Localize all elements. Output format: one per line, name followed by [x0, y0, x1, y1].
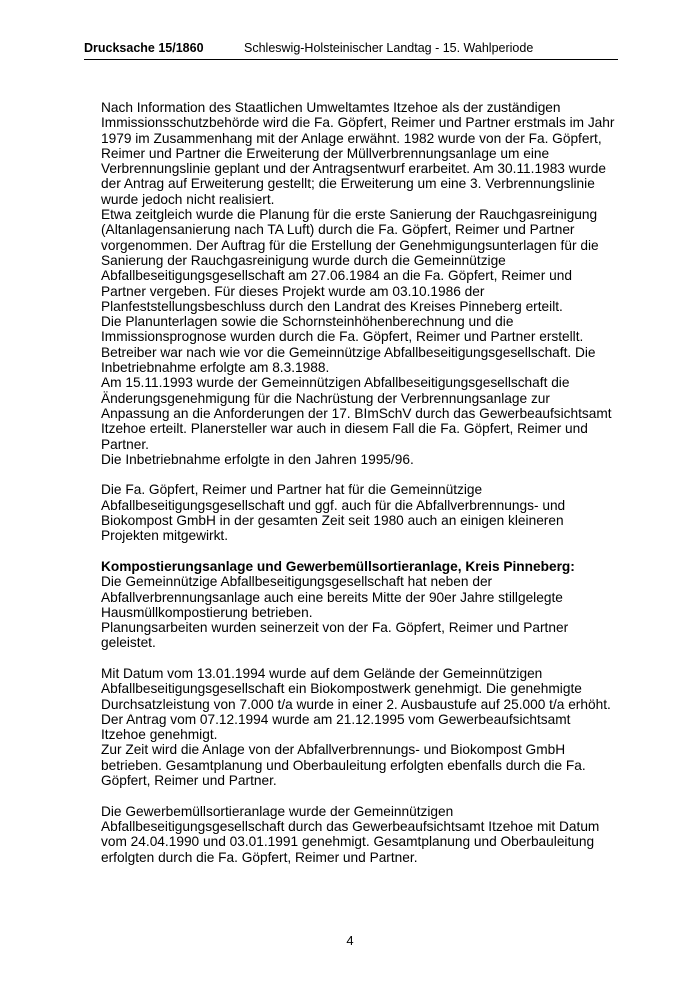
paragraph-10: Zur Zeit wird die Anlage von der Abfallverbrennungs- und Biokompost GmbH betrieben. Gesamtplanung und Oberbauleitung erfolgten ebenfalls durch die Fa. Göpfert, Reimer und Partner. [101, 742, 586, 789]
paragraph-7: Die Gemeinnützige Abfallbeseitigungsgesellschaft hat neben der Abfallverbrennungsanlage auch eine bereits Mitte der 90er Jahre stillgelegte Hausmüllkompostierung betrieben. [101, 574, 563, 620]
paragraph-1: Nach Information des Staatlichen Umweltamtes Itzehoe als der zuständigen Immissionsschutzbehörde wird die Fa. Göpfert, Reimer und Partner erstmals im Jahr 1979 im Zusammenhang mit der Anlage erwähnt. 1982 wurde von der Fa. Göpfert, Reimer und Partner die Erweiterung der Müllverbrennungsanlage um eine Verbrennungslinie geplant und der Antragsentwurf erarbeitet. Am 30.11.1983 wurde der Antrag auf Erweiterung gestellt; die Erweiterung um eine 3. Verbrennungslinie wurde jedoch nicht realisiert. [101, 100, 615, 207]
page-header [84, 41, 618, 60]
paragraph-3: Die Planunterlagen sowie die Schornsteinhöhenberechnung und die Immissionsprognose wurden durch die Fa. Göpfert, Reimer und Partner erstellt. Betreiber war nach wie vor die Gemeinnützige Abfallbeseitigungsgesellschaft. Die Inbetriebnahme erfolgte am 8.3.1988. [101, 314, 596, 376]
paragraph-9: Mit Datum vom 13.01.1994 wurde auf dem Gelände der Gemeinnützigen Abfallbeseitigungsgesellschaft ein Biokompostwerk genehmigt. Die genehmigte Durchsatzleistung von 7.000 t/a wurde in einer 2. Ausbaustufe auf 25.000 t/a erhöht. Der Antrag vom 07.12.1994 wurde am 21.12.1995 vom Gewerbeaufsichtsamt Itzehoe genehmigt. [101, 665, 611, 743]
document-number: Drucksache 15/1860 [84, 41, 204, 55]
paragraph-4: Am 15.11.1993 wurde der Gemeinnützigen Abfallbeseitigungsgesellschaft die Änderungsgenehmigung für die Nachrüstung der Verbrennungsanlage zur Anpassung an die Anforderungen der 17. BImSchV durch das Gewerbeaufsichtsamt Itzehoe erteilt. Planersteller war auch in diesem Fall die Fa. Göpfert, Reimer und Partner. [101, 375, 612, 452]
document-body [101, 100, 616, 865]
paragraph-5: Die Inbetriebnahme erfolgte in den Jahren 1995/96. [101, 451, 414, 467]
section-heading: Kompostierungsanlage und Gewerbemüllsortieranlage, Kreis Pinneberg: [101, 558, 575, 574]
paragraph-11: Die Gewerbemüllsortieranlage wurde der Gemeinnützigen Abfallbeseitigungsgesellschaft durch das Gewerbeaufsichtsamt Itzehoe mit Datum vom 24.04.1990 und 03.01.1991 genehmigt. Gesamtplanung und Oberbauleitung erfolgten durch die Fa. Göpfert, Reimer und Partner. [101, 803, 600, 865]
paragraph-6: Die Fa. Göpfert, Reimer und Partner hat für die Gemeinnützige Abfallbeseitigungsgesellschaft und ggf. auch für die Abfallverbrennungs- und Biokompost GmbH in der gesamten Zeit seit 1980 auch an einigen kleineren Projekten mitgewirkt. [101, 482, 566, 544]
paragraph-8: Planungsarbeiten wurden seinerzeit von der Fa. Göpfert, Reimer und Partner geleistet. [101, 620, 569, 651]
paragraph-2: Etwa zeitgleich wurde die Planung für die erste Sanierung der Rauchgasreinigung (Altanlagensanierung nach TA Luft) durch die Fa. Göpfert, Reimer und Partner vorgenommen. Der Auftrag für die Erstellung der Genehmigungsunterlagen für die Sanierung der Rauchgasreinigung wurde durch die Gemeinnützige Abfallbeseitigungsgesellschaft am 27.06.1984 an die Fa. Göpfert, Reimer und Partner vergeben. Für dieses Projekt wurde am 03.10.1986 der Planfeststellungsbeschluss durch den Landrat des Kreises Pinneberg erteilt. [101, 207, 599, 314]
page-number: 4 [346, 933, 354, 948]
document-source-title: Schleswig-Holsteinischer Landtag - 15. Wahlperiode [244, 41, 534, 55]
